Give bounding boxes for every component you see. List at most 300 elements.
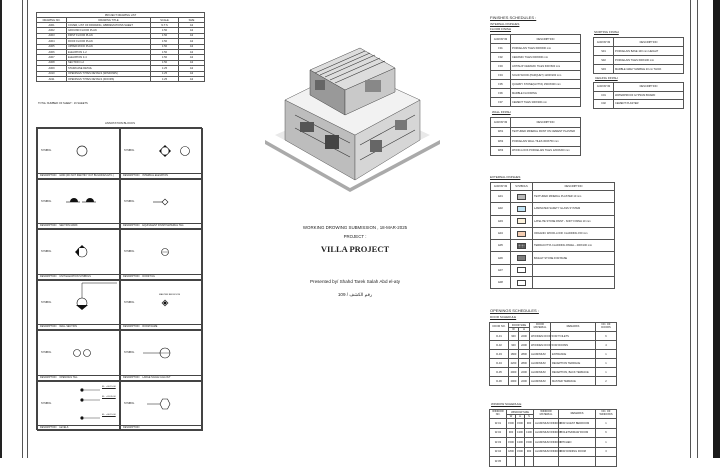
symbol-cell [511, 264, 533, 276]
table-cell: 1800 [507, 447, 516, 457]
left-frame-line [22, 0, 23, 458]
column-header: DRAWING TITLE [67, 18, 151, 23]
annotation-title: ANNOTATION BLOCKS [104, 121, 136, 125]
table-cell: RECEPTION, BACK TERRACE [551, 368, 596, 377]
annotation-description [121, 223, 202, 228]
table-cell: E03 [491, 215, 511, 227]
column-group-header: WINDOW SIZE [507, 410, 534, 415]
table-cell: A007 [37, 55, 67, 60]
table-cell: 2200 [519, 332, 530, 341]
column-header: ACRONYM [594, 38, 614, 47]
table-header-row [594, 38, 684, 47]
description-text: EQUIVALENT FINISH MATERIAL TAG [142, 224, 184, 227]
column-header: REMARKS [551, 323, 596, 332]
table-cell: ALUMINIUM [530, 350, 551, 359]
table-cell: W01 [491, 127, 511, 137]
description-text: DOOR TAG [142, 274, 155, 278]
material-swatch [517, 206, 526, 212]
table-cell: ANTISLIP CERAMIC TILES 600X600 mm [511, 62, 581, 71]
table-row [594, 65, 684, 74]
annotation-block [37, 128, 120, 179]
table-cell: 1800 [509, 350, 519, 359]
table-cell: 1 [596, 368, 617, 377]
symbol-label: SYMBOL [124, 250, 135, 253]
table-cell: 1300 [516, 438, 525, 448]
table-row [490, 438, 617, 448]
annotation-symbol-icon [121, 230, 204, 275]
symbol-cell [511, 240, 533, 252]
skirting-finish-label: SKIRTING FINISH [594, 30, 619, 34]
table-cell: ALUMINIUM WINDOW [534, 428, 559, 438]
table-cell: WOODEN DOOR [530, 341, 551, 350]
annotation-block [120, 128, 203, 179]
table-cell: 1:50 [151, 33, 179, 38]
table-cell: TERRACOTTA CLADDING PANEL - 400X100 mm [533, 240, 615, 252]
table-cell: 1:25 [151, 66, 179, 71]
column-header: WINDOW NO. [490, 410, 507, 419]
table-cell: CEMENT PLASTER [614, 100, 684, 109]
table-cell: 900 [509, 341, 519, 350]
table-cell: A3 [179, 33, 205, 38]
table-cell: OPENINGS TYPES DETAILS (DOORS) [67, 76, 151, 81]
table-cell: PORCELAIN TILES 600X100 mm [614, 56, 684, 65]
column-header: DOOR NO. [490, 323, 509, 332]
right-frame-line [690, 0, 691, 458]
table-row [491, 191, 615, 203]
table-cell: 1 [596, 359, 617, 368]
table-cell: FOR DINNING ROOM [559, 447, 596, 457]
table-cell: A3 [179, 66, 205, 71]
table-cell: S02 [594, 56, 614, 65]
column-header: W [509, 328, 519, 332]
table-cell: F02 [491, 53, 511, 62]
table-cell: F06 [491, 89, 511, 98]
table-row [594, 91, 684, 100]
symbol-label: SYMBOL [41, 199, 52, 203]
description-label: DESCRIPTION [123, 426, 140, 429]
table-row [490, 368, 617, 377]
table-cell [533, 277, 615, 289]
symbol-label: SYMBOL [124, 199, 135, 203]
table-cell: E05 [491, 240, 511, 252]
table-cell: BASALT STONE FOR BASE [533, 252, 615, 264]
annotation-block [37, 179, 120, 230]
table-cell: ALUMINIUM [530, 359, 551, 368]
symbol-label: SYMBOL [41, 149, 52, 152]
table-cell: 2200 [509, 359, 519, 368]
left-border [0, 0, 2, 458]
symbol-cell [511, 191, 533, 203]
column-header: H [516, 415, 525, 419]
table-cell: QUARRY STONE(GOTTA) 1500X300 mm [511, 80, 581, 89]
table-cell: PORCELAIN TILES 600X600 mm [511, 44, 581, 53]
table-cell: W-03 [490, 438, 507, 448]
table-row [490, 332, 617, 341]
material-swatch [517, 194, 526, 200]
table-cell: MASTER TERRACE [551, 377, 596, 386]
table-cell: 1:25 [151, 76, 179, 81]
table-cell: WOODEN DOOR [530, 332, 551, 341]
table-cell [507, 457, 516, 467]
description-label: DESCRIPTION [40, 375, 57, 379]
level-text: EL. +03.05.00 [102, 395, 116, 398]
column-header: REMARKS [559, 410, 596, 419]
drawing-list-title: PROJECT DRAWING LIST [37, 13, 205, 18]
table-cell: A3 [179, 76, 205, 81]
table-cell: COVER, LIST OF DRAWING, ABBREVIATIONS SHEET [67, 23, 151, 28]
table-cell: ELEVATION 3-4 [67, 55, 151, 60]
table-cell: E01 [491, 191, 511, 203]
description-text: INTERNAL ELEVATION [142, 173, 168, 177]
annotation-description [38, 223, 119, 228]
table-cell [596, 457, 617, 467]
door-schedule-label: DOOR SCHEDULE [490, 315, 517, 319]
table-cell: 1300 [516, 428, 525, 438]
table-cell: CEMENT TILES 300X300 mm [511, 98, 581, 107]
table-cell [525, 457, 534, 467]
table-cell: S01 [594, 47, 614, 56]
description-text: OPENINGS TAG [59, 375, 78, 379]
table-cell: KITCHEN [559, 438, 596, 448]
table-row [490, 419, 617, 429]
symbol-label: SYMBOL [41, 401, 52, 405]
internal-finishes-label: INTERNAL FINISHES [490, 22, 520, 26]
table-header-row [491, 118, 581, 128]
annotation-symbol-icon [38, 331, 121, 376]
table-cell: 2200 [519, 341, 530, 350]
table-cell: TEXTURED MINERAL PLASTER 10 mm [533, 191, 615, 203]
table-cell: CERAMIC TILES 600X600 mm [511, 53, 581, 62]
table-row [491, 89, 581, 98]
table-row [491, 203, 615, 215]
table-cell: A010 [37, 71, 67, 76]
table-cell: E07 [491, 264, 511, 276]
column-header: NO. OF DOORS [596, 323, 617, 332]
table-cell: UPPER ROOF PLAN [67, 44, 151, 49]
annotation-description [38, 375, 119, 380]
table-cell: WATERPROOF GYPSUM BOARD [614, 91, 684, 100]
table-cell: A009 [37, 66, 67, 71]
column-header: DESCRIPTION [511, 118, 581, 128]
table-cell: FOR TOILETS [551, 332, 596, 341]
table-cell: A006 [37, 49, 67, 54]
description-text: LEVELS [59, 426, 69, 429]
table-row [491, 227, 615, 239]
table-row [37, 76, 205, 81]
annotation-block [37, 381, 120, 432]
column-header: ACRONYM [491, 35, 511, 44]
column-header: H [519, 328, 530, 332]
table-cell: 1:25 [151, 71, 179, 76]
symbol-label: SYMBOL [124, 300, 135, 304]
symbol-label: SYMBOL [41, 351, 52, 354]
table-row [491, 215, 615, 227]
door-schedule-table [489, 322, 617, 386]
table-cell: A004 [37, 39, 67, 44]
level-text: EL. +06.15.00 [102, 413, 116, 416]
table-cell: N.T.S [151, 23, 179, 28]
annotation-block [120, 280, 203, 331]
table-cell: TOILETS/DRAW ROOM [559, 428, 596, 438]
table-row [490, 428, 617, 438]
openings-title: OPENINGS SCHEDULES : [490, 308, 539, 313]
annotation-block [120, 229, 203, 280]
table-cell: W02 [491, 137, 511, 147]
table-cell: W-04 [490, 447, 507, 457]
table-cell: 900 [509, 332, 519, 341]
submission-line: WORKING DROWING SUBMISSION , 18-MAR-2025 [302, 225, 408, 230]
table-cell: RECEPTION TERRACE [551, 359, 596, 368]
symbol-label: SYMBOL [41, 250, 52, 253]
table-row [491, 53, 581, 62]
table-cell: E06 [491, 252, 511, 264]
annotation-description [38, 173, 119, 178]
table-cell: A3 [179, 44, 205, 49]
column-header: DESCRIPTION [533, 183, 615, 191]
table-row [491, 137, 581, 147]
project-label: PROJECT : [343, 234, 367, 239]
description-label: DESCRIPTION [40, 224, 57, 227]
column-header: DESCRIPTION [511, 35, 581, 44]
table-row [594, 47, 684, 56]
table-header-row [491, 183, 615, 191]
table-cell: 4 [596, 341, 617, 350]
right-border [713, 0, 720, 458]
table-cell: A3 [179, 49, 205, 54]
symbol-label: SYMBOL [124, 149, 135, 152]
table-cell: W-02 [490, 428, 507, 438]
column-header: W [507, 415, 516, 419]
table-cell: D-03 [490, 350, 509, 359]
description-label: DESCRIPTION [123, 173, 140, 177]
table-cell: ALUMINIUM WINDOW [534, 447, 559, 457]
table-cell: A008 [37, 60, 67, 65]
table-cell: ALUMINIUM WINDOW [534, 419, 559, 429]
external-finishes-label: EXTERNAL FINISHES [490, 175, 521, 179]
table-cell: 2 [596, 377, 617, 386]
table-cell: TEXTURED MINERAL PAINT ON CEMENT PLASTER [511, 127, 581, 137]
annotation-symbol-icon [121, 129, 204, 174]
table-cell: A011 [37, 76, 67, 81]
table-row [491, 252, 615, 264]
external-finishes-table [490, 182, 615, 289]
table-cell: FOR ROOMS [551, 341, 596, 350]
annotation-symbol-icon [38, 230, 121, 275]
table-cell: FOR GUEST BEDROOM [559, 419, 596, 429]
annotation-block [37, 280, 120, 331]
table-cell: D-02 [490, 341, 509, 350]
annotation-block [120, 179, 203, 230]
table-cell: 1500 [516, 419, 525, 429]
annotation-description [121, 173, 202, 178]
table-cell: A005 [37, 44, 67, 49]
symbol-label: SYMBOL [124, 351, 135, 354]
table-cell: A002 [37, 28, 67, 33]
description-text: WALL SECTION [59, 325, 77, 328]
table-cell: F04 [491, 71, 511, 80]
annotation-description [121, 425, 202, 430]
table-row [490, 457, 617, 467]
table-cell: W-05 [490, 457, 507, 467]
description-label: DESCRIPTION [123, 375, 140, 379]
left-frame-line [27, 0, 28, 458]
column-header: DESCRIPTION [614, 83, 684, 92]
table-row [491, 277, 615, 289]
column-header: WINDOW MATERIAL [534, 410, 559, 419]
table-cell: FIRST FLOOR PLAN [67, 33, 151, 38]
annotation-symbol-icon [38, 129, 121, 174]
table-cell: 1500 [507, 419, 516, 429]
annotation-symbol-icon [38, 180, 121, 225]
description-label: DESCRIPTION [40, 274, 57, 278]
table-cell: ALUMINIUM WINDOW [534, 438, 559, 448]
table-cell: 2800 [519, 359, 530, 368]
annotation-symbol-icon [38, 281, 121, 326]
table-cell: ALUMINIUM [530, 377, 551, 386]
table-cell: ENTRANCE [551, 350, 596, 359]
table-cell: PORCELAIN WALL TILES 300X750 mm [511, 137, 581, 147]
annotation-block [37, 330, 120, 381]
column-header: DOOR MATERIAL [530, 323, 551, 332]
table-cell: W-01 [490, 419, 507, 429]
wall-finish-table [490, 117, 581, 156]
table-row [491, 44, 581, 53]
table-cell: 1300 [525, 428, 534, 438]
table-cell: ORGANIC WOOD-LOOK CLADDING 150 mm [533, 227, 615, 239]
description-label: DESCRIPTION [123, 224, 140, 227]
table-cell: OPENINGS TYPES DETAILS (WINDOWS) [67, 71, 151, 76]
table-cell: 2800 [519, 350, 530, 359]
description-label: DESCRIPTION [40, 325, 57, 328]
table-cell [534, 457, 559, 467]
material-swatch [517, 231, 526, 237]
annotation-symbol-icon [121, 382, 204, 427]
description-text: LARGE SCALE CALLOUT [142, 375, 171, 379]
skirting-finish-table [593, 37, 684, 74]
material-swatch [517, 267, 526, 273]
description-text: UNIT ELEVATION SYMBOLS [59, 274, 91, 278]
wall-finish-label: WALL FINISH [492, 110, 511, 114]
villa-3d-render [255, 40, 445, 198]
floor-finish-label: FLOOR FINISH [490, 27, 512, 31]
table-cell: E02 [491, 203, 511, 215]
table-cell: D-06 [490, 377, 509, 386]
table-row [490, 341, 617, 350]
table-cell: 1500 [507, 438, 516, 448]
table-cell: D-05 [490, 368, 509, 377]
table-cell: 900 [507, 428, 516, 438]
table-row [491, 80, 581, 89]
annotation-symbol-icon [38, 382, 121, 427]
annotation-description [121, 375, 202, 380]
table-cell: F03 [491, 62, 511, 71]
annotation-symbol-icon [121, 281, 204, 326]
table-cell: STAIRCASE DETAIL [67, 66, 151, 71]
id-line: رقم الكشف / 109 [337, 292, 373, 297]
description-text: ROOM NAME [142, 325, 158, 328]
description-text: SECTION MARK [59, 224, 78, 227]
column-header: DRAWING NO. [37, 18, 67, 23]
table-row [491, 98, 581, 107]
table-cell: A3 [179, 71, 205, 76]
symbol-cell [511, 252, 533, 264]
table-cell: SECTION 1-2 [67, 60, 151, 65]
table-cell: 1:50 [151, 55, 179, 60]
column-header: ACRONYM [491, 118, 511, 128]
table-cell: D-04 [490, 359, 509, 368]
table-row [491, 146, 581, 156]
table-row [491, 62, 581, 71]
table-row [594, 100, 684, 109]
window-schedule-label: WINDOW SCHEDULE [491, 402, 522, 406]
level-text: EL. +00.15.00 [102, 385, 116, 388]
table-cell: 1500 [516, 447, 525, 457]
table-cell: E04 [491, 227, 511, 239]
description-label: DESCRIPTION [123, 325, 140, 328]
table-cell: S03 [594, 65, 614, 74]
table-cell: A3 [179, 55, 205, 60]
description-text: GRID (DO NOT IDENTIFY OUT BUILDINGS ETC.) [59, 173, 114, 177]
annotation-description [121, 324, 202, 329]
table-cell: 1:50 [151, 44, 179, 49]
table-cell: C01 [594, 91, 614, 100]
table-row [490, 377, 617, 386]
column-header: ACRONYM [594, 83, 614, 92]
description-label: DESCRIPTION [40, 426, 57, 429]
table-cell: 1:50 [151, 39, 179, 44]
table-cell: E08 [491, 277, 511, 289]
room-name-text: MASTER BEDROOM [159, 293, 181, 296]
table-cell: PORCELAIN BASE 100 mm HEIGHT [614, 47, 684, 56]
table-cell: 6 [596, 428, 617, 438]
table-cell: W03 [491, 146, 511, 156]
annotation-description [38, 425, 119, 430]
table-cell: ALUMINIUM [530, 368, 551, 377]
material-swatch [517, 243, 526, 249]
window-schedule-table [489, 409, 617, 467]
table-cell: D-01 [490, 332, 509, 341]
table-cell: 900 [525, 447, 534, 457]
table-cell: A3 [179, 39, 205, 44]
table-row [491, 240, 615, 252]
table-row [491, 127, 581, 137]
material-swatch [517, 255, 526, 261]
table-cell: A3 [179, 28, 205, 33]
finishes-title: FINISHES SCHEDULES : [490, 15, 537, 20]
column-header: SCALE [151, 18, 179, 23]
table-cell: 1 [596, 350, 617, 359]
table-cell: A003 [37, 33, 67, 38]
column-header: SYMBOLS [511, 183, 533, 191]
annotation-symbol-icon [121, 331, 204, 376]
table-cell: 1:50 [151, 28, 179, 33]
symbol-cell [511, 277, 533, 289]
table-header-row [491, 35, 581, 44]
column-header: DESCRIPTION [614, 38, 684, 47]
table-cell: 1:50 [151, 60, 179, 65]
column-header: SIZE [179, 18, 205, 23]
table-row [490, 350, 617, 359]
table-cell [533, 264, 615, 276]
table-cell: F01 [491, 44, 511, 53]
annotation-description [38, 324, 119, 329]
column-header: ACRONYM [491, 183, 511, 191]
table-header-row [594, 83, 684, 92]
table-cell: 6 [596, 332, 617, 341]
annotation-symbol-icon [121, 180, 204, 225]
table-cell [516, 457, 525, 467]
column-group-header: DOOR SIZE [509, 323, 530, 328]
